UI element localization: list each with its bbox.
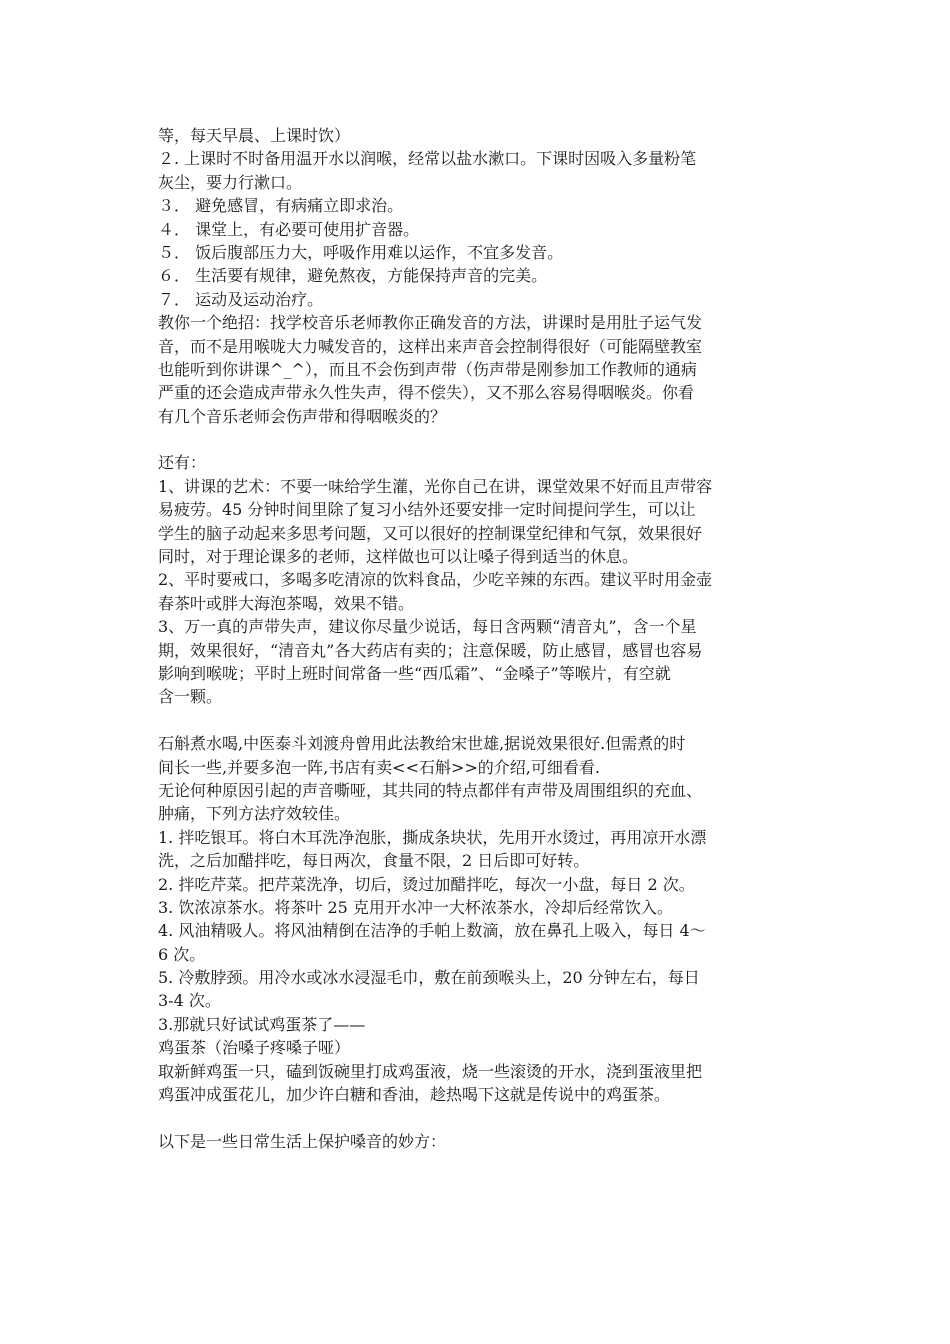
text-line: 2. 拌吃芹菜。把芹菜洗净，切后，烫过加醋拌吃，每次一小盘，每日 2 次。: [158, 874, 695, 894]
text-line: 6 次。: [158, 944, 206, 964]
text-line: 3. 饮浓凉茶水。将茶叶 25 克用开水冲一大杯浓茶水，冷却后经常饮入。: [158, 897, 673, 917]
text-line: 石斛煮水喝,中医泰斗刘渡舟曾用此法教给宋世雄,据说效果很好.但需煮的时: [158, 734, 686, 754]
text-line: 3-4 次。: [158, 991, 221, 1011]
text-line: 也能听到你讲课^_^），而且不会伤到声带（伤声带是刚参加工作教师的通病: [158, 359, 697, 379]
text-line: 等，每天早晨、上课时饮）: [158, 126, 351, 145]
text-line: 音，而不是用喉咙大力喊发音的，这样出来声音会控制得很好（可能隔壁教室: [158, 336, 703, 356]
text-block-voice-care-tips: [158, 124, 798, 428]
text-line: 有几个音乐老师会伤声带和得咽喉炎的？: [158, 406, 447, 426]
text-line: 3、万一真的声带失声，建议你尽量少说话，每日含两颗“清音丸”，含一个星: [158, 617, 697, 637]
text-line: 春茶叶或胖大海泡茶喝，效果不错。: [158, 593, 415, 613]
blank-line: [158, 428, 798, 451]
text-line: ２. 上课时不时备用温开水以润喉，经常以盐水漱口。下课时因吸入多量粉笔: [158, 149, 697, 169]
text-block-additional-tips: [158, 451, 798, 708]
document-page: [158, 124, 798, 1153]
blank-line: [158, 709, 798, 732]
text-line: 教你一个绝招：找学校音乐老师教你正确发音的方法，讲课时是用肚子运气发: [158, 313, 703, 333]
text-line: 严重的还会造成声带永久性失声，得不偿失），又不那么容易得咽喉炎。你看: [158, 383, 695, 403]
text-line: 期，效果很好，“清音丸”各大药店有卖的；注意保暖，防止感冒，感冒也容易: [158, 640, 703, 660]
text-line: 鸡蛋茶（治嗓子疼嗓子哑）: [158, 1038, 351, 1058]
text-line: 取新鲜鸡蛋一只，磕到饭碗里打成鸡蛋液，烧一些滚烫的开水，浇到蛋液里把: [158, 1061, 703, 1081]
text-line: 灰尘，要力行漱口。: [158, 172, 303, 192]
text-line: 洗，之后加醋拌吃，每日两次，食量不限，2 日后即可好转。: [158, 851, 590, 871]
text-line: 易疲劳。45 分钟时间里除了复习小结外还要安排一定时间提问学生，可以让: [158, 500, 696, 520]
text-line: 2、平时要戒口，多喝多吃清凉的饮料食品，少吃辛辣的东西。建议平时用金壶: [158, 570, 713, 590]
text-line: ７． 运动及运动治疗。: [158, 289, 324, 309]
text-line: 含一颗。: [158, 687, 223, 707]
text-line: ４． 课堂上，有必要可使用扩音器。: [158, 219, 420, 239]
text-line: 学生的脑子动起来多思考问题，又可以很好的控制课堂纪律和气氛，效果很好: [158, 523, 703, 543]
text-line: 1. 拌吃银耳。将白木耳洗净泡胀，撕成条块状，先用开水烫过，再用凉开水漂: [158, 827, 707, 847]
text-line: 肿痛，下列方法疗效较佳。: [158, 804, 351, 824]
text-line: 5. 冷敷脖颈。用冷水或冰水浸湿毛巾，敷在前颈喉头上，20 分钟左右，每日: [158, 968, 700, 988]
text-line: ５． 饭后腹部压力大，呼吸作用难以运作，不宜多发音。: [158, 242, 564, 262]
text-block-remedies: [158, 732, 798, 1106]
text-line: ６． 生活要有规律，避免熬夜，方能保持声音的完美。: [158, 266, 548, 286]
text-line: 无论何种原因引起的声音嘶哑，其共同的特点都伴有声带及周围组织的充血、: [158, 780, 703, 800]
text-line: 影响到喉咙；平时上班时间常备一些“西瓜霜”、“金嗓子”等喉片，有空就: [158, 663, 671, 683]
text-line: 1、讲课的艺术：不要一味给学生灌，光你自己在讲，课堂效果不好而且声带容: [158, 476, 713, 496]
text-line: 同时，对于理论课多的老师，这样做也可以让嗓子得到适当的休息。: [158, 547, 639, 567]
text-line: 还有：: [158, 453, 207, 473]
text-line: 4. 风油精吸人。将风油精倒在洁净的手帕上数滴，放在鼻孔上吸入，每日 4～: [158, 921, 706, 941]
text-line: 间长一些,并要多泡一阵,书店有卖<<石斛>>的介绍,可细看看.: [158, 757, 600, 777]
blank-line: [158, 1106, 798, 1129]
text-line: 鸡蛋冲成蛋花儿，加少许白糖和香油，趁热喝下这就是传说中的鸡蛋茶。: [158, 1085, 671, 1105]
text-line: 3.那就只好试试鸡蛋茶了——: [158, 1014, 366, 1034]
text-line: 以下是一些日常生活上保护嗓音的妙方：: [158, 1131, 447, 1151]
text-line: ３． 避免感冒，有病痛立即求治。: [158, 196, 404, 216]
text-block-daily-voice-protection: [158, 1130, 798, 1153]
